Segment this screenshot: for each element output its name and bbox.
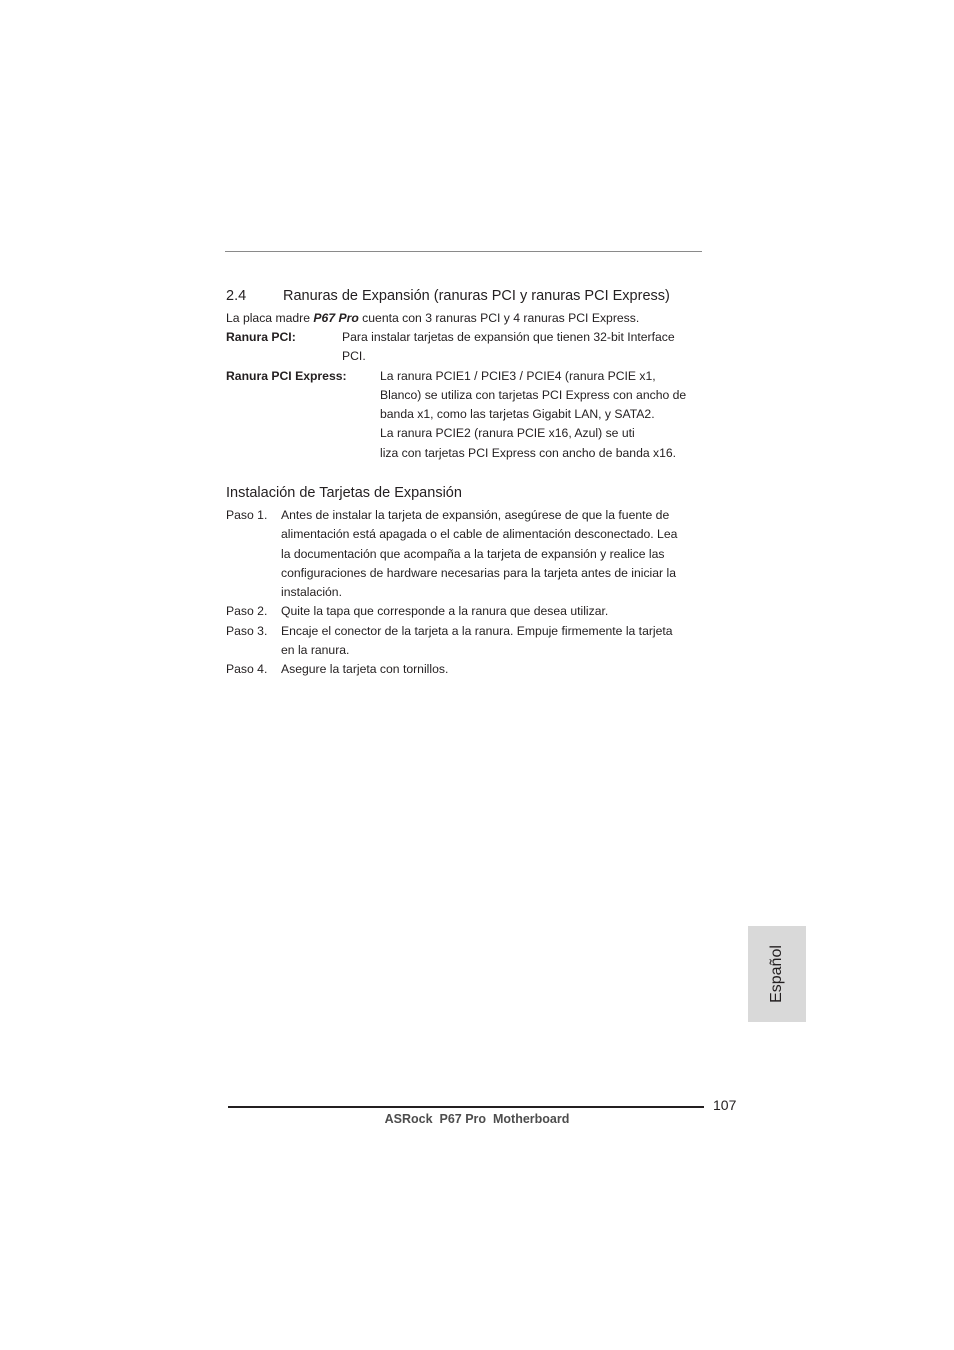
step-label: Paso 3. (226, 624, 268, 638)
step-text-line: en la ranura. (281, 643, 350, 657)
step-text-line: alimentación está apagada o el cable de alimentación desconectado. Lea (281, 527, 678, 541)
intro-suffix: cuenta con 3 ranuras PCI y 4 ranuras PCI Express. (358, 311, 640, 325)
intro-model: P67 Pro (313, 311, 359, 325)
pcie-desc-line: banda x1, como las tarjetas Gigabit LAN, y SATA2. (380, 407, 655, 421)
step-text-line: la documentación que acompaña a la tarjeta de expansión y realice las (281, 547, 665, 561)
section-title: Ranuras de Expansión (ranuras PCI y ranuras PCI Express) (283, 288, 670, 304)
pcie-desc-line: liza con tarjetas PCI Express con ancho de banda x16. (380, 446, 677, 460)
pci-desc-line: PCI. (342, 349, 366, 363)
step-text-line: Asegure la tarjeta con tornillos. (281, 662, 449, 676)
install-heading: Instalación de Tarjetas de Expansión (226, 485, 462, 501)
intro-prefix: La placa madre (226, 311, 314, 325)
step-text-line: Antes de instalar la tarjeta de expansión, asegúrese de que la fuente de (281, 508, 670, 522)
step-text-line: Quite la tapa que corresponde a la ranura que desea utilizar. (281, 604, 609, 618)
language-tab (748, 926, 806, 1022)
pci-label: Ranura PCI: (226, 330, 296, 344)
footer-label: ASRock P67 Pro Motherboard (384, 1112, 570, 1126)
step-label: Paso 4. (226, 662, 268, 676)
pcie-desc-line: Blanco) se utiliza con tarjetas PCI Express con ancho de (380, 388, 687, 402)
step-label: Paso 1. (226, 508, 268, 522)
step-text-line: Encaje el conector de la tarjeta a la ranura. Empuje firmemente la tarjeta (281, 624, 673, 638)
pci-desc-line: Para instalar tarjetas de expansión que tienen 32-bit Interface (342, 330, 675, 344)
intro-paragraph (226, 309, 639, 328)
language-tab-label: Español (768, 945, 785, 1003)
footer-rule (228, 1106, 704, 1108)
step-text-line: instalación. (281, 585, 342, 599)
footer-text (0, 1112, 954, 1126)
page-number: 107 (713, 1097, 737, 1113)
section-number: 2.4 (226, 288, 247, 304)
pcie-label: Ranura PCI Express: (226, 369, 347, 383)
pcie-desc-line: La ranura PCIE1 / PCIE3 / PCIE4 (ranura PCIE x1, (380, 369, 656, 383)
section-heading (226, 288, 670, 304)
pcie-desc-line: La ranura PCIE2 (ranura PCIE x16, Azul) se uti (380, 426, 635, 440)
step-text-line: configuraciones de hardware necesarias para la tarjeta antes de iniciar la (281, 566, 676, 580)
header-rule (225, 251, 702, 252)
step-label: Paso 2. (226, 604, 268, 618)
